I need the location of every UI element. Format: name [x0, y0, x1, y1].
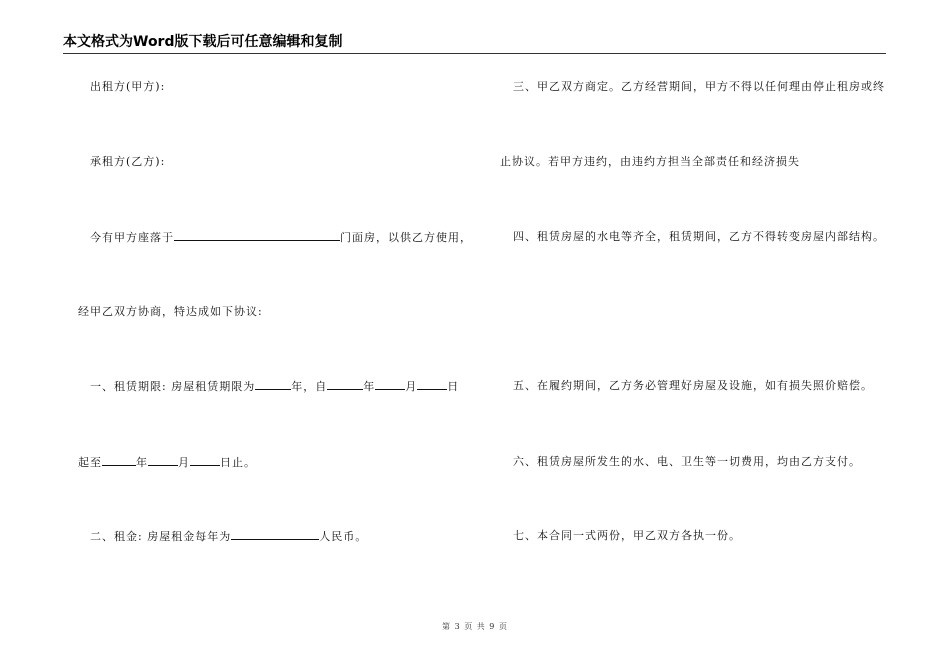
- clause6-text: 六、租赁房屋所发生的水、电、卫生等一切费用，均由乙方支付。: [513, 455, 861, 468]
- clause5-line: [513, 379, 873, 393]
- clause5-text: 五、在履约期间，乙方务必管理好房屋及设施，如有损失照价赔偿。: [513, 379, 873, 392]
- page-footer: [0, 622, 950, 632]
- term2-text-end: 日止。: [220, 456, 256, 469]
- clause4-line: [513, 230, 885, 244]
- clause3-text-b: 止协议。若甲方违约，由违约方担当全部责任和经济损失: [500, 155, 800, 168]
- term-text-a: 一、租赁期限: 房屋租赁期限为: [90, 380, 256, 393]
- header-title: 本文格式为Word版下载后可任意编辑和复制: [63, 34, 343, 50]
- lessor-label: 出租方(甲方):: [90, 80, 166, 93]
- term-text-month: 月: [405, 380, 418, 393]
- clause7-text: 七、本合同一式两份，甲乙双方各执一份。: [513, 529, 741, 542]
- intro-continuation-line: [78, 305, 263, 319]
- end-month-blank: [148, 455, 178, 466]
- rent-text-a: 二、租金: 房屋租金每年为: [90, 530, 232, 543]
- start-day-blank: [417, 379, 447, 390]
- lessee-label: 承租方(乙方):: [90, 155, 166, 168]
- start-month-blank: [375, 379, 405, 390]
- page-number-label: 第 3 页 共 9 页: [442, 622, 508, 631]
- intro-text-a: 今有甲方座落于: [90, 231, 174, 244]
- term-text-day: 日: [447, 380, 460, 393]
- intro-text-c: 经甲乙双方协商，特达成如下协议:: [78, 305, 263, 318]
- clause4-text: 四、租赁房屋的水电等齐全，租赁期间，乙方不得转变房屋内部结构。: [513, 230, 885, 243]
- term2-text-a: 起至: [78, 456, 102, 469]
- term2-text-year: 年: [136, 456, 148, 469]
- term-text-year2: 年: [363, 380, 376, 393]
- term-end-line: [78, 455, 256, 470]
- term-years-blank: [255, 379, 291, 390]
- rent-clause-line: [90, 529, 367, 544]
- term-clause-line: [90, 379, 459, 394]
- term-text-year: 年，自: [291, 380, 328, 393]
- clause3-text-a: 三、甲乙双方商定。乙方经营期间，甲方不得以任何理由停止租房或终: [513, 80, 885, 93]
- intro-line: [90, 230, 472, 245]
- lessee-line: [90, 155, 165, 169]
- intro-text-b: 门面房，以供乙方使用，: [340, 231, 472, 244]
- rent-amount-blank: [231, 529, 319, 540]
- start-year-blank: [327, 379, 363, 390]
- clause6-line: [513, 455, 861, 469]
- clause3-line: [513, 80, 885, 94]
- end-year-blank: [102, 455, 136, 466]
- end-day-blank: [190, 455, 220, 466]
- clause7-line: [513, 529, 741, 543]
- term2-text-month: 月: [178, 456, 190, 469]
- page-header: [63, 33, 886, 54]
- clause3-continuation-line: [500, 155, 800, 169]
- lessor-line: [90, 80, 165, 94]
- rent-text-b: 人民币。: [319, 530, 368, 543]
- location-blank: [174, 230, 340, 241]
